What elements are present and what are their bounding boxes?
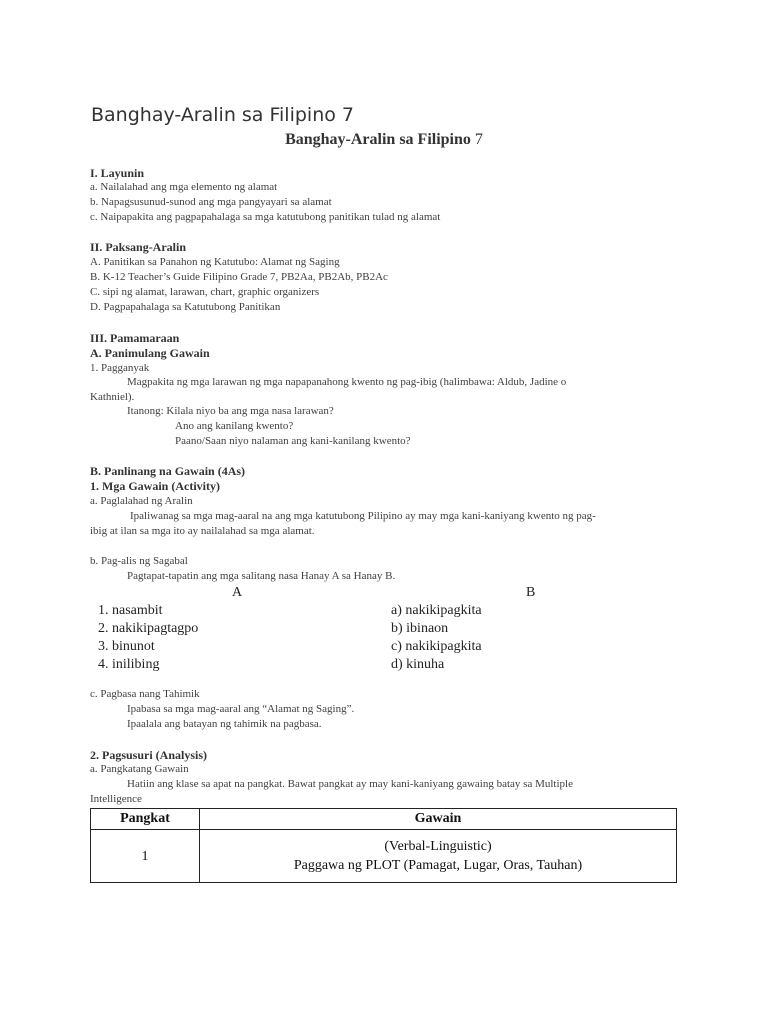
itanong-question-2: Ano ang kanilang kwento?	[175, 420, 294, 432]
hanay-b-item-a: a) nakikipagkita	[391, 603, 482, 618]
pangkatang-gawain-line-1: Hatiin ang klase sa apat na pangkat. Bawat pangkat ay may kani-kaniyang gawaing batay sa Multiple	[127, 778, 573, 790]
layunin-item-c: c. Naipapakita ang pagpapahalaga sa mga katutubong panitikan tulad ng alamat	[90, 211, 441, 223]
pagbasa-label: c. Pagbasa nang Tahimik	[90, 688, 200, 700]
pagganyak-line-1: Magpakita ng mga larawan ng mga napapanahong kwento ng pag-ibig (halimbawa: Aldub, Jadine o	[127, 376, 567, 388]
table-header-gawain: Gawain	[200, 809, 677, 830]
pangkatang-gawain-line-2: Intelligence	[90, 793, 142, 805]
hanay-b-item-d: d) kinuha	[391, 657, 445, 672]
hanay-b-item-c: c) nakikipagkita	[391, 639, 482, 654]
layunin-item-b: b. Napagsusunud-sunod ang mga pangyayari sa alamat	[90, 196, 332, 208]
mga-gawain-heading: 1. Mga Gawain (Activity)	[90, 479, 220, 493]
document-header-title: Banghay-Aralin sa Filipino 7	[91, 104, 355, 126]
document-title-text: Banghay-Aralin sa Filipino	[285, 131, 471, 148]
hanay-a-label: A	[232, 585, 243, 600]
pagbasa-line-2: Ipaalala ang batayan ng tahimik na pagbasa.	[127, 718, 322, 730]
paglalahad-line-1: Ipaliwanag sa mga mag-aaral na ang mga katutubong Pilipino ay may mga kani-kaniyang kwento ng pag-	[130, 510, 596, 522]
document-title	[0, 131, 768, 149]
pagganyak-label: 1. Pagganyak	[90, 362, 150, 374]
pag-alis-label: b. Pag-alis ng Sagabal	[90, 555, 188, 567]
table-header-pangkat: Pangkat	[91, 809, 200, 830]
hanay-a-item-3: 3. binunot	[98, 639, 155, 654]
table-cell-gawain	[200, 830, 677, 883]
pagsusuri-heading: 2. Pagsusuri (Analysis)	[90, 748, 208, 762]
table-header-row	[91, 809, 677, 830]
itanong-line: Itanong: Kilala niyo ba ang mga nasa larawan?	[127, 405, 334, 417]
panlinang-heading: B. Panlinang na Gawain (4As)	[90, 464, 246, 478]
table-row	[91, 830, 677, 883]
paglalahad-line-2: ibig at ilan sa mga ito ay nailalahad sa mga alamat.	[90, 525, 315, 537]
section-paksang-aralin-heading: II. Paksang-Aralin	[90, 240, 187, 254]
paksang-aralin-item-b: B. K-12 Teacher’s Guide Filipino Grade 7, PB2Aa, PB2Ab, PB2Ac	[90, 271, 388, 283]
paksang-aralin-item-a: A. Panitikan sa Panahon ng Katutubo: Alamat ng Saging	[90, 256, 340, 268]
pagbasa-line-1: Ipabasa sa mga mag-aaral ang “Alamat ng Saging”.	[127, 703, 355, 715]
hanay-a-item-2: 2. nakikipagtagpo	[98, 621, 199, 636]
hanay-a-item-1: 1. nasambit	[98, 603, 163, 618]
hanay-a-item-4: 4. inilibing	[98, 657, 160, 672]
paksang-aralin-item-c: C. sipi ng alamat, larawan, chart, graphic organizers	[90, 286, 320, 298]
section-pamamaraan-heading: III. Pamamaraan	[90, 331, 180, 345]
gawain-table	[90, 808, 677, 883]
section-layunin-heading: I. Layunin	[90, 166, 145, 180]
pangkatang-gawain-label: a. Pangkatang Gawain	[90, 763, 189, 775]
table-cell-pangkat: 1	[91, 830, 200, 883]
hanay-b-item-b: b) ibinaon	[391, 621, 449, 636]
layunin-item-a: a. Nailalahad ang mga elemento ng alamat	[90, 181, 278, 193]
panimulang-gawain-heading: A. Panimulang Gawain	[90, 346, 210, 360]
itanong-question-3: Paano/Saan niyo nalaman ang kani-kanilang kwento?	[175, 435, 411, 447]
paksang-aralin-item-d: D. Pagpapahalaga sa Katutubong Panitikan	[90, 301, 281, 313]
hanay-b-label: B	[526, 585, 536, 600]
pagganyak-line-2: Kathniel).	[90, 391, 135, 403]
gawain-line-2: Paggawa ng PLOT (Pamagat, Lugar, Oras, Tauhan)	[293, 858, 583, 873]
document-title-number: 7	[470, 131, 483, 148]
pag-alis-line: Pagtapat-tapatin ang mga salitang nasa Hanay A sa Hanay B.	[127, 570, 396, 582]
gawain-line-1: (Verbal-Linguistic)	[384, 839, 492, 854]
paglalahad-label: a. Paglalahad ng Aralin	[90, 495, 193, 507]
